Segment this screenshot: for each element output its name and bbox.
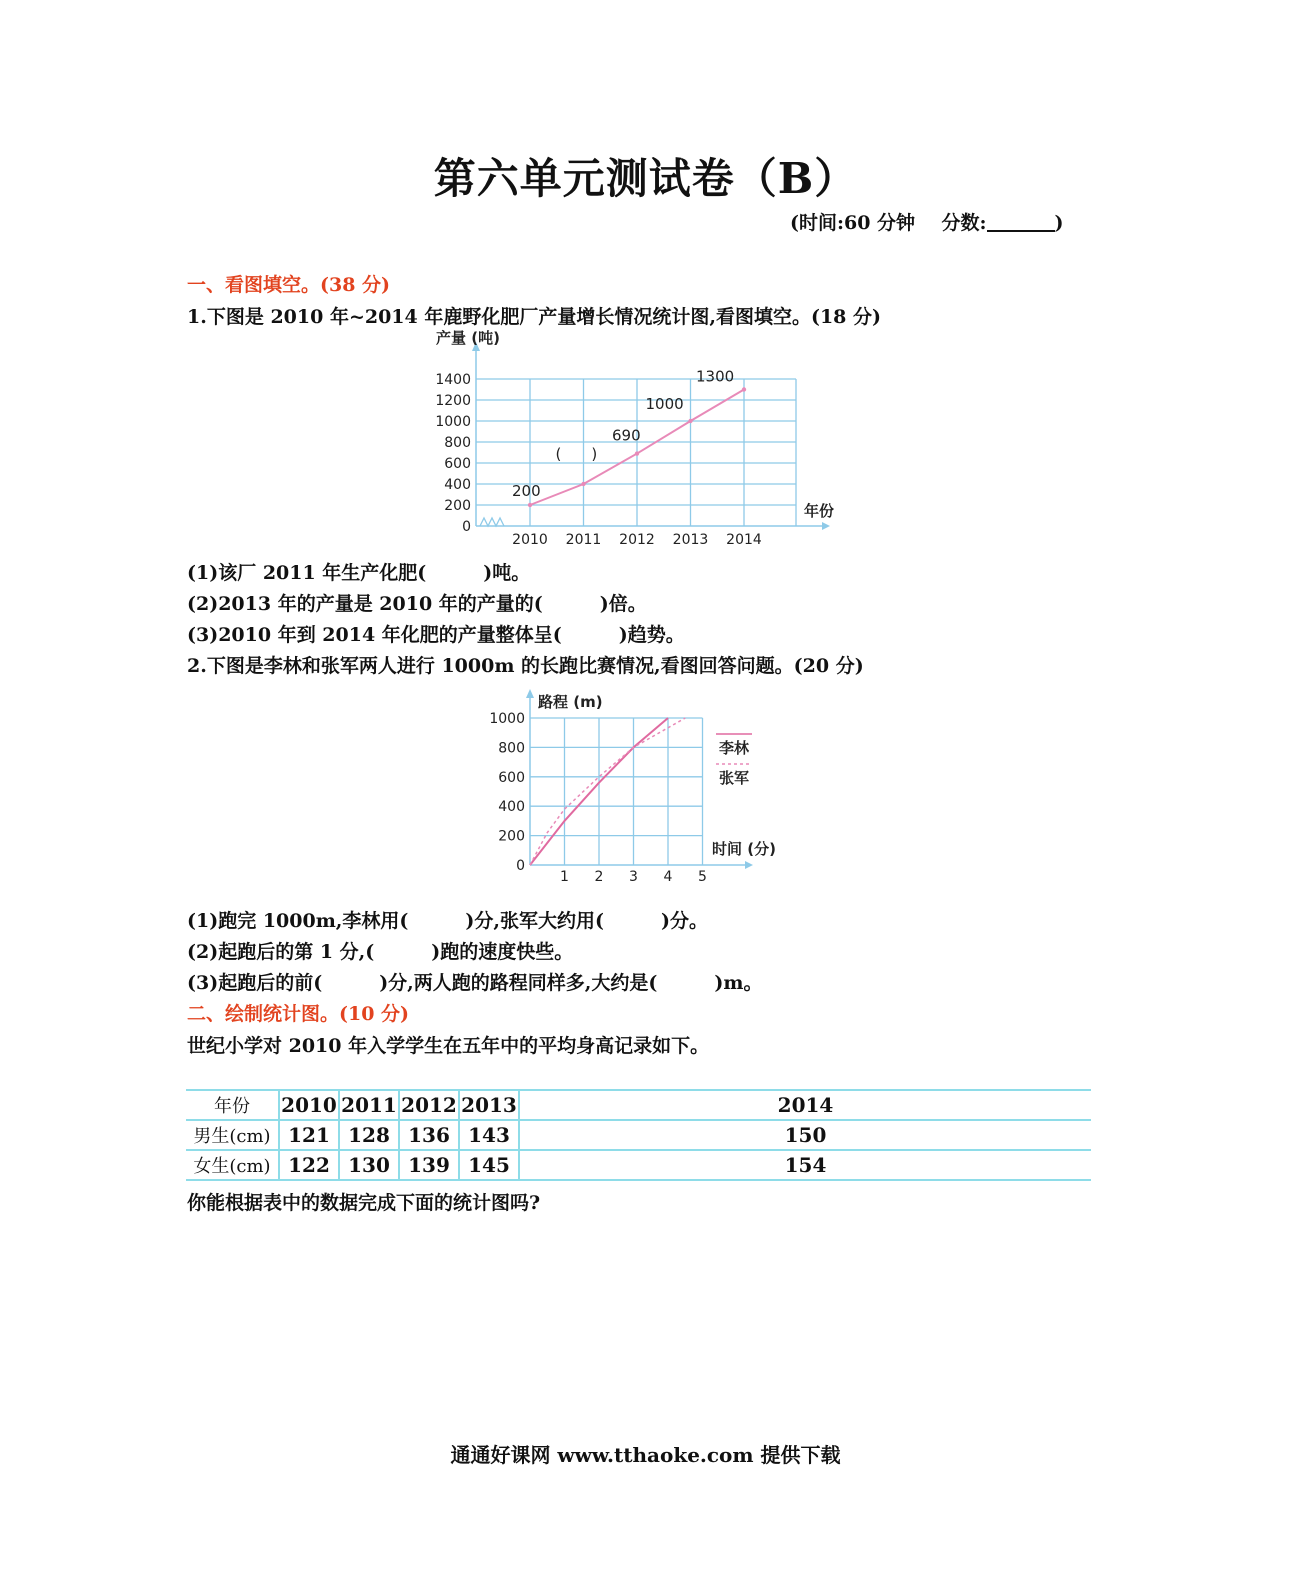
- x-tick-label: 2012: [619, 532, 655, 548]
- y-tick-label: 1400: [435, 372, 471, 388]
- y-tick-label: 200: [498, 828, 525, 845]
- score-blank: [987, 212, 1055, 232]
- y-tick-label: 600: [498, 769, 525, 786]
- data-point: [742, 387, 746, 391]
- x-tick-label: 2: [594, 869, 604, 885]
- y-tick-label: 1200: [435, 393, 471, 409]
- table-cell: 年份: [186, 1090, 279, 1120]
- page-title: 第六单元测试卷（B）: [433, 154, 858, 203]
- y-tick-label: 0: [516, 858, 525, 874]
- table-cell: 2011: [339, 1090, 399, 1120]
- table-cell: 2013: [459, 1090, 519, 1120]
- meta-close: ): [1054, 212, 1064, 234]
- legend-label: 李林: [719, 739, 750, 757]
- production-line-chart: [420, 326, 860, 551]
- x-tick-label: 4: [663, 869, 673, 885]
- table-cell: 145: [459, 1150, 519, 1180]
- series-line: [530, 718, 685, 865]
- table-row: [186, 1120, 1091, 1150]
- section2-intro: 世纪小学对 2010 年入学学生在五年中的平均身高记录如下。: [187, 1035, 710, 1057]
- data-point: [581, 482, 585, 486]
- table-cell: 154: [519, 1150, 1091, 1180]
- table-cell: 2010: [279, 1090, 339, 1120]
- y-tick-label: 600: [444, 456, 471, 472]
- x-axis-arrow: [745, 861, 753, 869]
- data-label: 1300: [696, 367, 735, 386]
- q2-sub3: (3)起跑后的前( )分,两人跑的路程同样多,大约是( )m。: [187, 972, 763, 994]
- x-tick-label: 5: [698, 869, 707, 885]
- y-tick-label: 400: [444, 477, 471, 493]
- section2-question: 你能根据表中的数据完成下面的统计图吗?: [187, 1192, 541, 1214]
- height-table: [186, 1089, 1091, 1181]
- legend-label: 张军: [719, 769, 750, 787]
- q2-sub2: (2)起跑后的第 1 分,( )跑的速度快些。: [187, 941, 574, 963]
- q1-sub2: (2)2013 年的产量是 2010 年的产量的( )倍。: [187, 593, 647, 615]
- section2-heading: 二、绘制统计图。(10 分): [187, 1003, 410, 1025]
- y-axis-title: 路程 (m): [538, 693, 603, 711]
- y-tick-label: 1000: [435, 414, 471, 430]
- q2-prompt: 2.下图是李林和张军两人进行 1000m 的长跑比赛情况,看图回答问题。(20 分): [187, 655, 864, 677]
- section1-heading: 一、看图填空。(38 分): [187, 274, 391, 296]
- table-cell: 女生(cm): [186, 1150, 279, 1180]
- table-cell: 2014: [519, 1090, 1091, 1120]
- table-cell: 122: [279, 1150, 339, 1180]
- race-line-chart: [480, 685, 800, 890]
- q1-sub3: (3)2010 年到 2014 年化肥的产量整体呈( )趋势。: [187, 624, 685, 646]
- footer: 通通好课网 www.tthaoke.com 提供下载: [450, 1443, 841, 1467]
- table-cell: 130: [339, 1150, 399, 1180]
- table-cell: 139: [399, 1150, 459, 1180]
- table-cell: 2012: [399, 1090, 459, 1120]
- x-tick-label: 2010: [512, 532, 548, 548]
- data-label: 690: [612, 426, 641, 445]
- y-axis-title: 产量 (吨): [436, 329, 500, 347]
- data-point: [635, 451, 639, 455]
- x-tick-label: 2011: [565, 532, 602, 548]
- x-axis-title: 年份: [804, 502, 835, 520]
- data-label: 200: [512, 482, 541, 500]
- data-point: [688, 419, 692, 423]
- x-tick-label: 2013: [672, 532, 709, 548]
- y-tick-label: 800: [498, 740, 525, 757]
- table-header-row: [186, 1090, 1091, 1120]
- y-tick-label: 200: [444, 498, 471, 514]
- table-cell: 136: [399, 1120, 459, 1150]
- table-cell: 143: [459, 1120, 519, 1150]
- x-tick-label: 1: [560, 869, 569, 885]
- x-axis-title: 时间 (分): [712, 840, 776, 858]
- y-axis-arrow: [526, 689, 534, 698]
- q1-prompt: 1.下图是 2010 年~2014 年鹿野化肥厂产量增长情况统计图,看图填空。(18 分): [187, 306, 882, 328]
- data-label: ( ): [555, 445, 598, 463]
- table-cell: 128: [339, 1120, 399, 1150]
- x-axis-arrow: [822, 522, 830, 530]
- x-tick-label: 2014: [726, 532, 762, 548]
- y-tick-label: 800: [444, 435, 471, 451]
- y-tick-label: 0: [462, 519, 471, 535]
- time-limit: (时间:60 分钟: [790, 212, 916, 234]
- y-tick-label: 1000: [489, 711, 525, 727]
- axis-break: [480, 518, 504, 526]
- table-cell: 121: [279, 1120, 339, 1150]
- table-cell: 男生(cm): [186, 1120, 279, 1150]
- q1-sub1: (1)该厂 2011 年生产化肥( )吨。: [187, 562, 531, 584]
- data-point: [528, 503, 532, 507]
- data-label: 1000: [645, 395, 684, 413]
- table-cell: 150: [519, 1120, 1091, 1150]
- exam-meta: [790, 208, 1064, 235]
- y-tick-label: 400: [498, 799, 525, 816]
- score-label: 分数:: [941, 212, 987, 234]
- table-row: [186, 1150, 1091, 1180]
- x-tick-label: 3: [629, 869, 638, 885]
- q2-sub1: (1)跑完 1000m,李林用( )分,张军大约用( )分。: [187, 910, 708, 932]
